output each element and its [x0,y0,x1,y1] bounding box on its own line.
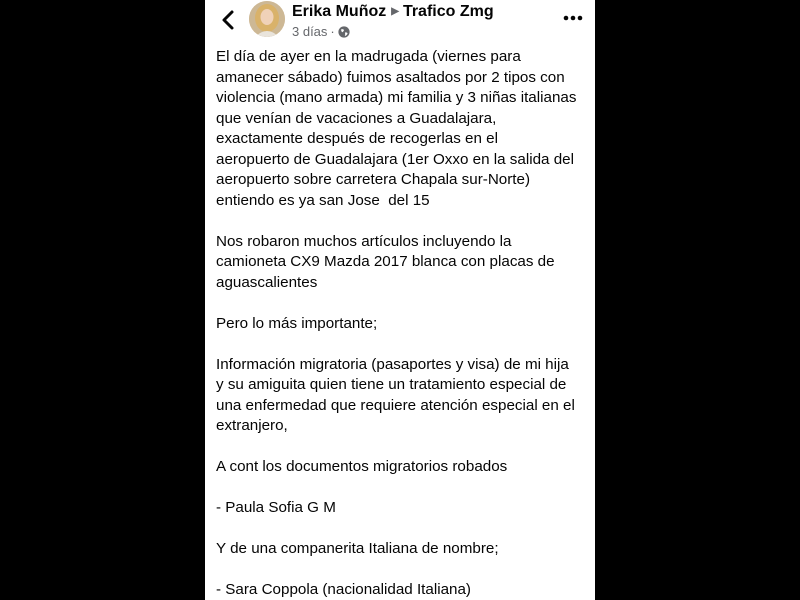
post-paragraph: - Sara Coppola (nacionalidad Italiana) [216,581,471,598]
play-triangle-icon: ▶ [391,6,399,17]
post-title [292,3,494,21]
chevron-left-icon [215,4,241,34]
avatar[interactable] [249,1,285,37]
post-paragraph: Nos robaron muchos artículos incluyendo la camioneta CX9 Mazda 2017 blanca con placas de aguascalientes [216,232,555,291]
post-header [205,0,595,48]
post-paragraph: Y de una companerita Italiana de nombre; [216,540,499,557]
meta-separator: · [330,24,335,39]
post-paragraph: Pero lo más importante; [216,314,378,332]
profile-photo [249,1,285,37]
post-paragraph: Información migratoria (pasaportes y visa) de mi hija y su amiguita quien tiene un tratamiento especial de una enfermedad que requiere atención especial en el extranjero, [216,355,575,434]
post-meta [292,24,350,39]
post-paragraph: El día de ayer en la madrugada (viernes para amanecer sábado) fuimos asaltados por 2 tipos con violencia (mano armada) mi familia y 3 niñas italianas que venían de vacaciones a Guadalajara, exactamente después de recogerlas en el aeropuerto de Guadalajara (1er Oxxo en la salida del aeropuerto sobre carretera Chapala sur-Norte) entiendo es ya san Jose del 15 [216,48,577,209]
post-paragraph: A cont los documentos migratorios robados [216,458,508,475]
group-name[interactable]: Trafico Zmg [402,3,494,20]
post-time[interactable]: 3 días [292,24,328,39]
post-paragraph: - Paula Sofia G M [216,499,336,516]
more-options-button[interactable] [561,8,585,28]
more-dots-icon [561,8,585,28]
post-screen [205,0,595,600]
globe-icon [338,26,350,38]
author-name[interactable]: Erika Muñoz [292,3,387,20]
back-button[interactable] [215,4,241,34]
post-body [216,47,588,600]
